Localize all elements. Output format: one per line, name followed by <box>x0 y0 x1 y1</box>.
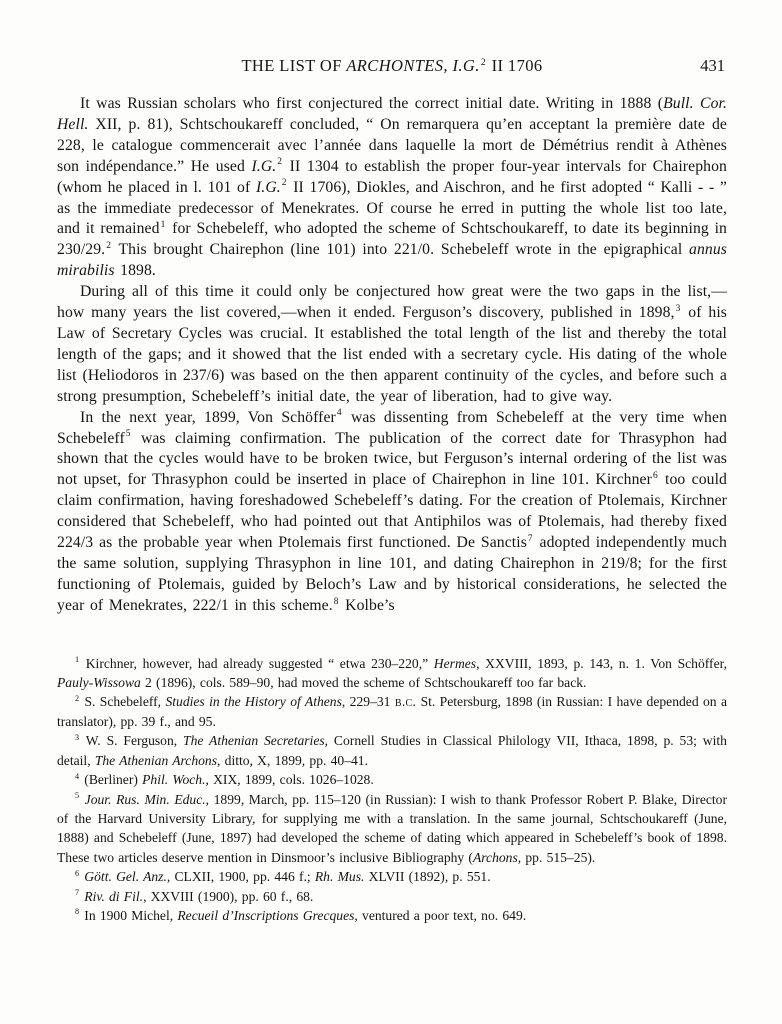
footnotes-section <box>57 654 727 926</box>
footnote-5: $^5$ Jour. Rus. Min. Educ., 1899, March, pp. 115–120 (in Russian): I wish to thank Professor Robert P. Blake, Director of the Harvard University Library, for supplying me with a translation. In the same journal, Schtschoukareff (June, 1888) and Schebeleff (June, 1897) had developed the scheme of dating which appeared in Schebeleff’s book of 1898. These two articles deserve mention in Dinsmoor’s inclusive Bibliography (Archons, pp. 515–25). <box>57 790 727 865</box>
body-text <box>57 94 727 617</box>
footnote-4: $^4$ (Berliner) Phil. Woch., XIX, 1899, cols. 1026–1028. <box>75 771 374 788</box>
footnote-1: $^1$ Kirchner, however, had already suggested “ etwa 230–220,” Hermes, XXVIII, 1893, p. 143, n. 1. Von Schöffer, Pauly-Wissowa 2 (1896), cols. 589–90, had moved the scheme of Schtschoukareff too far back. <box>57 655 727 691</box>
footnote-2: $^2$ S. Schebeleff, Studies in the History of Athens, 229–31 b.c. St. Petersburg, 1898 (in Russian: I have depended on a translator), pp. 39 f., and 95. <box>57 693 728 729</box>
footnote-7: $^7$ Riv. di Fil., XXVIII (1900), pp. 60 f., 68. <box>75 888 314 904</box>
running-title: THE LIST OF ARCHONTES, I.G.$^2$ II 1706 <box>241 56 543 75</box>
footnote-8: $^8$ In 1900 Michel, Recueil d’Inscriptions Grecques, ventured a poor text, no. 649. <box>75 907 527 923</box>
footnote-6: $^6$ Gött. Gel. Anz., CLXII, 1900, pp. 446 f.; Rh. Mus. XLVII (1892), p. 551. <box>75 868 491 885</box>
footnote-3: $^3$ W. S. Ferguson, The Athenian Secretaries, Cornell Studies in Classical Philology VII, Ithaca, 1898, p. 53; with detail, The Athenian Archons, ditto, X, 1899, pp. 40–41. <box>57 732 727 768</box>
paragraph-1: It was Russian scholars who first conjectured the correct initial date. Writing in 1888 (Bull. Cor. Hell. XII, p. 81), Schtschoukareff concluded, “ On remarquera qu’en acceptant la première date de 228, le catalogue commencerait avec l’année dans laquelle la mort de Démétrius rendit à Athènes son indépendance.” He used I.G.$^2$ II 1304 to establish the proper four-year intervals for Chairephon (whom he placed in l. 101 of I.G.$^2$ II 1706), Diokles, and Aischron, and he first adopted “ Kalli - - ” as the immediate predecessor of Menekrates. Of course he erred in putting the whole list too late, and it remained$^1$ for Schebeleff, who adopted the scheme of Schtschoukareff, to date its beginning in 230/29.$^2$ This brought Chairephon (line 101) into 221/0. Schebeleff wrote in the epigraphical annus mirabilis 1898. <box>57 95 727 280</box>
paragraph-2: During all of this time it could only be conjectured how great were the two gaps in the list,—how many years the list covered,—when it ended. Ferguson’s discovery, published in 1898,$^3$ of his Law of Secretary Cycles was crucial. It established the total length of the list and thereby the total length of the gaps; and it showed that the list ended with a secretary cycle. His dating of the whole list (Heliodoros in 237/6) was based on the then apparent continuity of the cycles, and before such a strong presumption, Schebeleff’s initial date, the year of liberation, had to give way. <box>57 283 727 405</box>
page-number: 431 <box>700 56 725 75</box>
paragraph-3: In the next year, 1899, Von Schöffer$^4$ was dissenting from Schebeleff at the very time when Schebeleff$^5$ was claiming confirmation. The publication of the correct date for Thrasyphon had shown that the cycles would have to be broken twice, but Ferguson’s internal ordering of the list was not upset, for Thrasyphon could be inserted in place of Chairephon in line 101. Kirchner$^6$ too could claim confirmation, having foreshadowed Schebeleff’s dating. For the creation of Ptolemais, Kirchner considered that Schebeleff, who had pointed out that Antiphilos was of Ptolemais, had thereby fixed 224/3 as the probable year when Ptolemais first functioned. De Sanctis$^7$ adopted independently much the same solution, supplying Thrasyphon in line 101, and dating Chairephon in 219/8; for the first functioning of Ptolemais, guided by Beloch’s Law and by historical considerations, he selected the year of Menekrates, 222/1 in this scheme.$^8$ Kolbe’s <box>57 408 728 614</box>
page-header <box>57 56 727 78</box>
